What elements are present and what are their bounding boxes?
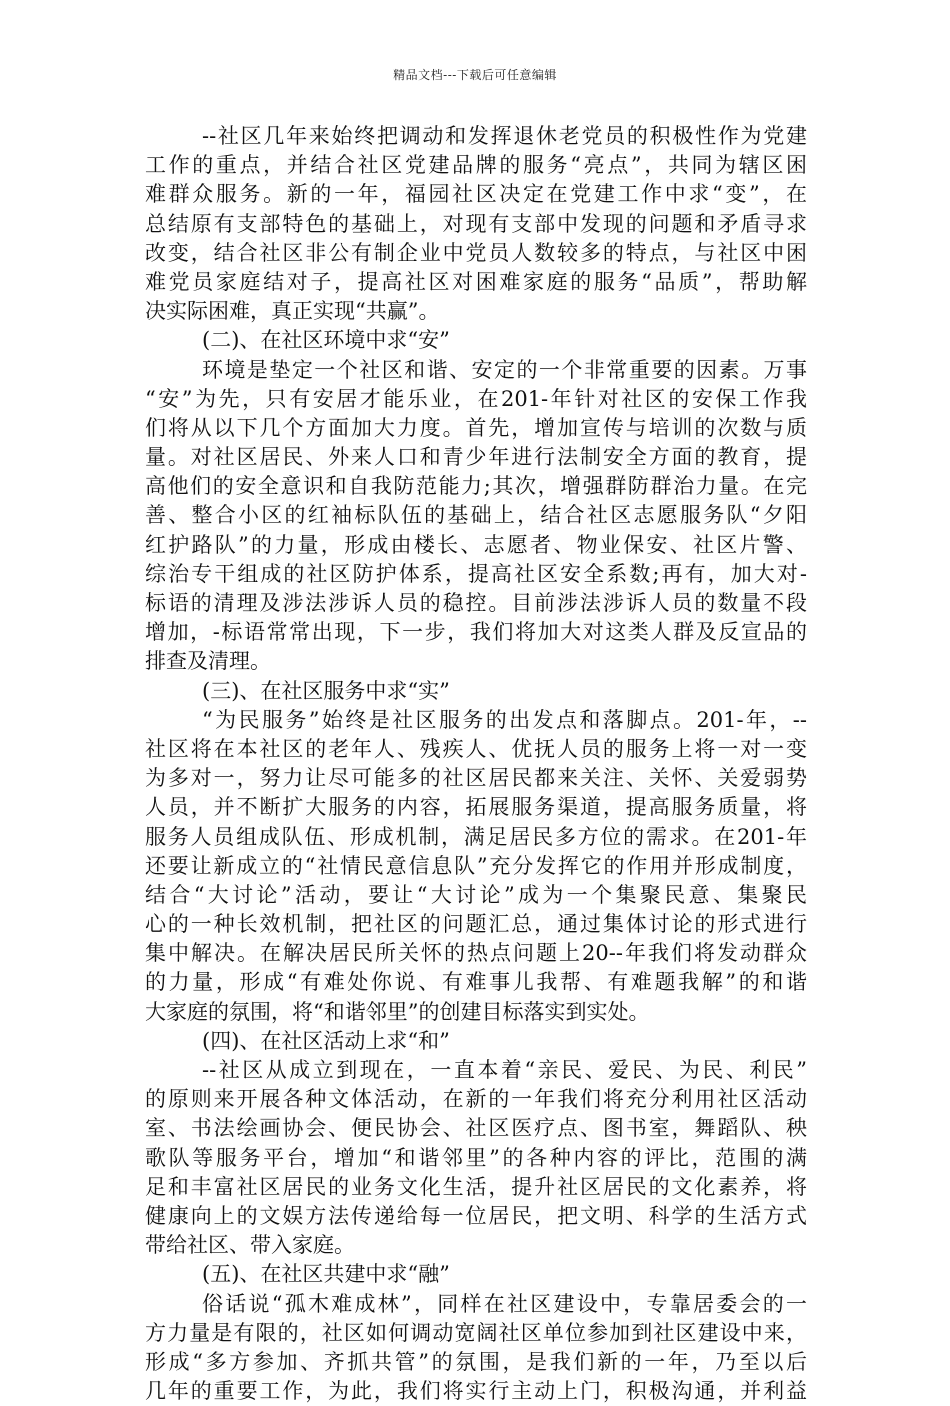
paragraph-line: 总结原有支部特色的基础上，对现有支部中发现的问题和矛盾寻求 bbox=[145, 211, 807, 236]
paragraph-line: 健康向上的文娱方法传递给每一位居民，把文明、科学的生活方式 bbox=[145, 1203, 807, 1228]
paragraph-line: 社区将在本社区的老年人、残疾人、优抚人员的服务上将一对一变 bbox=[145, 736, 807, 761]
paragraph-line: 改变，结合社区非公有制企业中党员人数较多的特点，与社区中困 bbox=[145, 240, 807, 265]
paragraph-line: 还要让新成立的“社情民意信息队”充分发挥它的作用并形成制度， bbox=[145, 853, 807, 878]
section-heading: (二)、在社区环境中求“安” bbox=[202, 328, 450, 353]
paragraph-line: 俗话说“孤木难成林”，同样在社区建设中，专靠居委会的一 bbox=[202, 1291, 807, 1316]
paragraph-line: 环境是垫定一个社区和谐、安定的一个非常重要的因素。万事 bbox=[202, 357, 807, 382]
document-body bbox=[145, 122, 807, 1406]
paragraph-line: 量。对社区居民、外来人口和青少年进行法制安全方面的教育，提 bbox=[145, 445, 807, 470]
paragraph-line: 结合“大讨论”活动，要让“大讨论”成为一个集聚民意、集聚民 bbox=[145, 882, 807, 907]
paragraph-line: 高他们的安全意识和自我防范能力;其次，增强群防群治力量。在完 bbox=[145, 474, 807, 499]
paragraph-line: 服务人员组成队伍、形成机制，满足居民多方位的需求。在201-年 bbox=[145, 824, 807, 849]
paragraph-line: 综治专干组成的社区防护体系，提高社区安全系数;再有，加大对- bbox=[145, 561, 807, 586]
paragraph-line: 红护路队”的力量，形成由楼长、志愿者、物业保安、社区片警、 bbox=[145, 532, 807, 557]
paragraph-line: --社区从成立到现在，一直本着“亲民、爱民、为民、利民” bbox=[202, 1058, 807, 1082]
paragraph-line: 心的一种长效机制，把社区的问题汇总，通过集体讨论的形式进行 bbox=[145, 912, 807, 937]
paragraph-line: 难群众服务。新的一年，福园社区决定在党建工作中求“变”，在 bbox=[145, 182, 807, 207]
paragraph-line: 增加，-标语常常出现，下一步，我们将加大对这类人群及反宣品的 bbox=[145, 620, 807, 645]
paragraph-line: 为多对一，努力让尽可能多的社区居民都来关注、关怀、关爱弱势 bbox=[145, 766, 807, 791]
paragraph-line: 集中解决。在解决居民所关怀的热点问题上20--年我们将发动群众 bbox=[145, 941, 807, 966]
paragraph-line: 室、书法绘画协会、便民协会、社区医疗点、图书室，舞蹈队、秧 bbox=[145, 1116, 807, 1141]
paragraph-line: 难党员家庭结对子，提高社区对困难家庭的服务“品质”，帮助解 bbox=[145, 269, 807, 294]
paragraph-line: 大家庭的氛围，将“和谐邻里”的创建目标落实到实处。 bbox=[145, 999, 650, 1024]
page-header: 精品文档---下载后可任意编辑 bbox=[393, 68, 557, 82]
paragraph-line: --社区几年来始终把调动和发挥退休老党员的积极性作为党建 bbox=[202, 124, 807, 148]
paragraph-line: “为民服务”始终是社区服务的出发点和落脚点。201-年，-- bbox=[202, 707, 807, 732]
section-heading: (四)、在社区活动上求“和” bbox=[202, 1028, 450, 1053]
paragraph-line: “安”为先，只有安居才能乐业，在201-年针对社区的安保工作我 bbox=[145, 386, 807, 411]
paragraph-line: 排查及清理。 bbox=[145, 649, 271, 674]
paragraph-line: 标语的清理及涉法涉诉人员的稳控。目前涉法涉诉人员的数量不段 bbox=[145, 591, 807, 615]
paragraph-line: 的力量，形成“有难处你说、有难事儿我帮、有难题我解”的和谐 bbox=[145, 970, 807, 995]
paragraph-line: 善、整合小区的红袖标队伍的基础上，结合社区志愿服务队“夕阳 bbox=[145, 503, 807, 528]
paragraph-line: 们将从以下几个方面加大力度。首先，增加宣传与培训的次数与质 bbox=[145, 415, 807, 440]
paragraph-line: 决实际困难，真正实现“共赢”。 bbox=[145, 299, 440, 324]
paragraph-line: 几年的重要工作，为此，我们将实行主动上门，积极沟通，并利益 bbox=[145, 1379, 807, 1404]
paragraph-line: 的原则来开展各种文体活动，在新的一年我们将充分利用社区活动 bbox=[145, 1087, 807, 1112]
paragraph-line: 方力量是有限的，社区如何调动宽阔社区单位参加到社区建设中来， bbox=[145, 1320, 807, 1345]
paragraph-line: 歌队等服务平台，增加“和谐邻里”的各种内容的评比，范围的满 bbox=[145, 1145, 807, 1170]
section-heading: (五)、在社区共建中求“融” bbox=[202, 1262, 450, 1287]
paragraph-line: 形成“多方参加、齐抓共管”的氛围，是我们新的一年，乃至以后 bbox=[145, 1349, 807, 1374]
paragraph-line: 工作的重点，并结合社区党建品牌的服务“亮点”，共同为辖区困 bbox=[145, 153, 807, 178]
section-heading: (三)、在社区服务中求“实” bbox=[202, 678, 450, 703]
paragraph-line: 人员，并不断扩大服务的内容，拓展服务渠道，提高服务质量，将 bbox=[145, 795, 807, 820]
paragraph-line: 足和丰富社区居民的业务文化生活，提升社区居民的文化素养，将 bbox=[145, 1174, 807, 1199]
paragraph-line: 带给社区、带入家庭。 bbox=[145, 1233, 355, 1258]
